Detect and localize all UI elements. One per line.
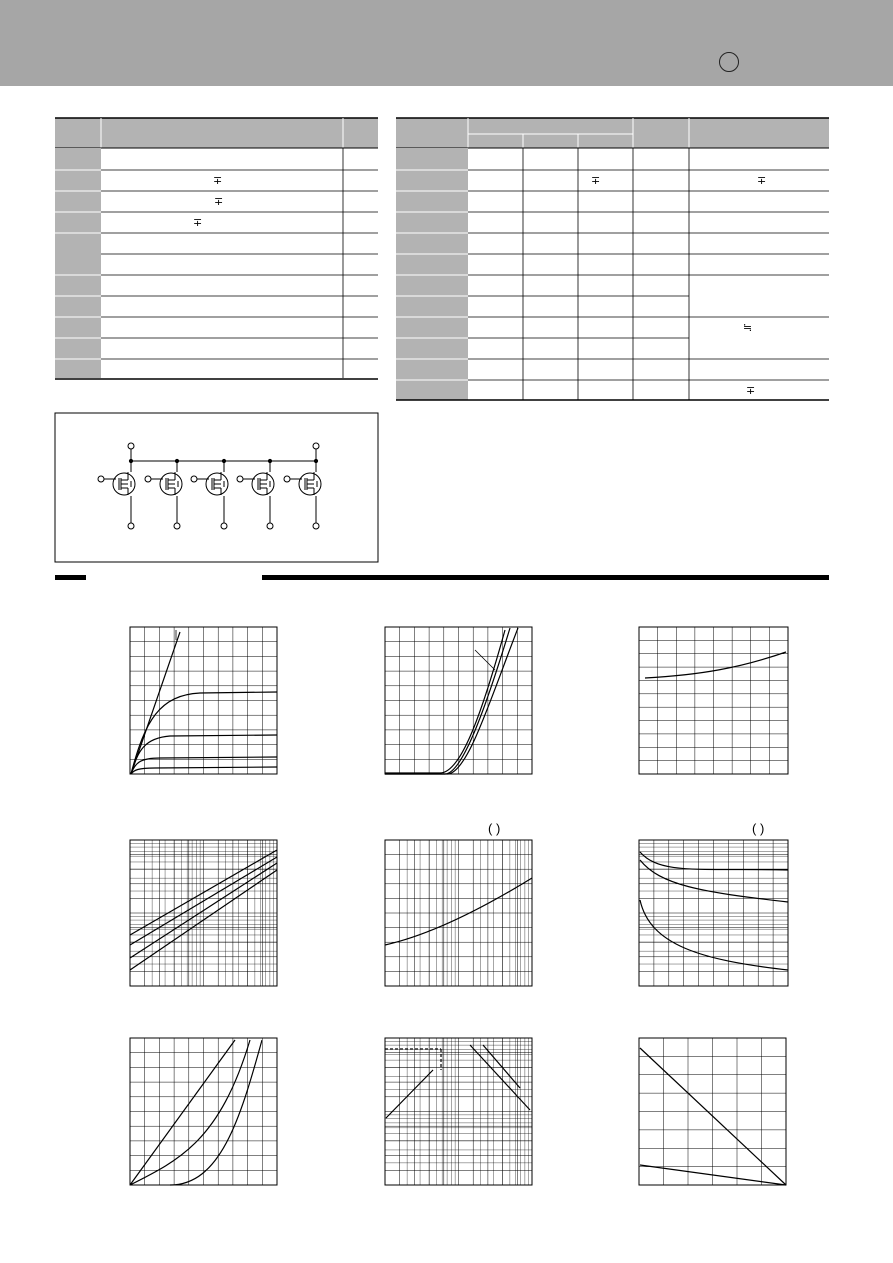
mosfet-symbol xyxy=(191,472,228,529)
mosfet-symbol xyxy=(284,472,321,529)
chart-panel xyxy=(639,840,788,986)
chart-panel xyxy=(385,1038,532,1185)
characteristic-curves xyxy=(0,600,893,1220)
chart-panel xyxy=(639,1038,786,1185)
chart-panel xyxy=(639,627,788,774)
absolute-ratings-table xyxy=(55,118,378,379)
mosfet-symbol xyxy=(98,472,135,529)
symbol-approx: ≒ xyxy=(743,321,753,334)
symbol-mp-6: ∓ xyxy=(746,384,756,397)
chart-panel xyxy=(130,627,277,774)
symbol-mp-5: ∓ xyxy=(757,174,767,187)
section-rule xyxy=(262,575,829,580)
mosfet-symbol xyxy=(145,472,182,529)
electrical-characteristics-table xyxy=(396,118,829,400)
section-marker xyxy=(55,575,86,580)
symbol-mp-1: ∓ xyxy=(213,174,223,187)
symbol-mp-4: ∓ xyxy=(591,174,601,187)
mosfet-symbol xyxy=(237,472,274,529)
spec-tables xyxy=(0,0,893,600)
symbol-mp-3: ∓ xyxy=(193,216,203,229)
symbol-mp-2: ∓ xyxy=(214,195,224,208)
chart-panel xyxy=(130,840,277,986)
chart-b-callout: ( ) xyxy=(488,821,501,836)
chart-panel xyxy=(385,840,532,986)
chart-panel xyxy=(130,1038,277,1185)
chart-c-callout: ( ) xyxy=(752,821,765,836)
